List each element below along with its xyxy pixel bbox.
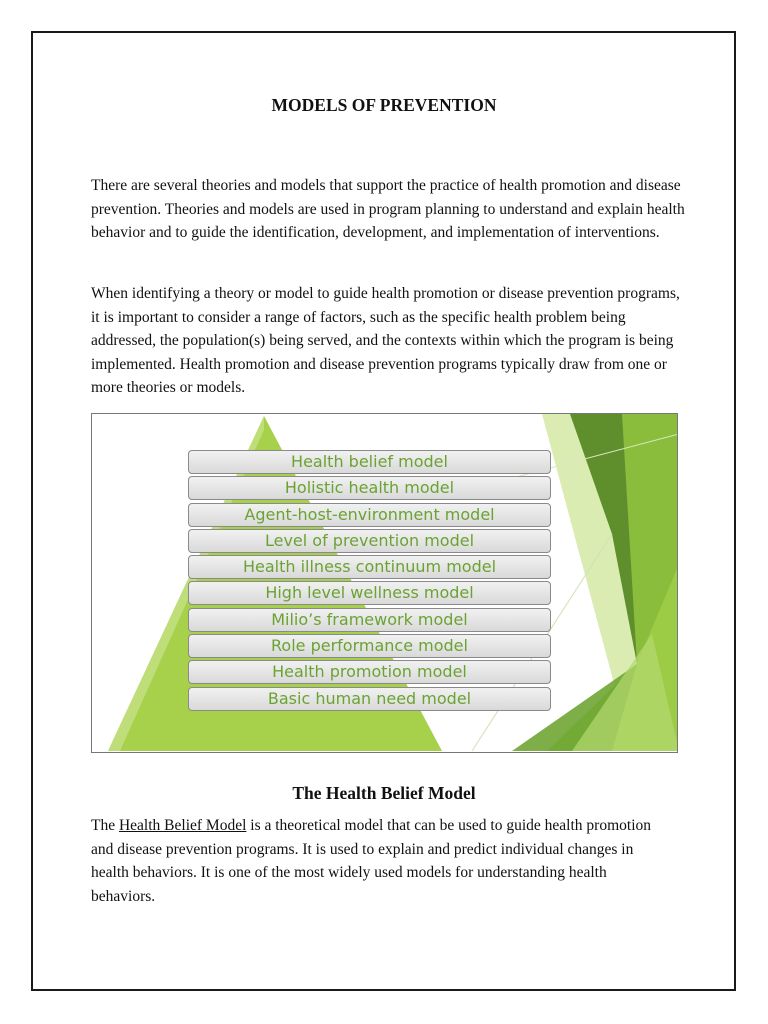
model-item: Milio’s framework model [188, 608, 551, 632]
model-item: Health belief model [188, 450, 551, 474]
models-figure [91, 413, 678, 753]
model-item: Agent-host-environment model [188, 503, 551, 527]
intro-paragraph: There are several theories and models that support the practice of health promotion and disease prevention. Theories and models are used in program planning to understand and explain health behavior and to guide the identification, development, and implementation of interventions. [91, 177, 685, 241]
model-item: Level of prevention model [188, 529, 551, 553]
model-item: Health promotion model [188, 660, 551, 684]
model-item: High level wellness model [188, 581, 551, 605]
model-item: Holistic health model [188, 476, 551, 500]
model-item: Role performance model [188, 634, 551, 658]
section-heading: The Health Belief Model [292, 783, 476, 803]
models-list [188, 450, 551, 713]
model-item: Basic human need model [188, 687, 551, 711]
factors-paragraph: When identifying a theory or model to guide health promotion or disease prevention programs, it is important to consider a range of factors, such as the specific health problem being addressed, the population(s) being served, and the contexts within which the program is being implemented. Health promotion and disease prevention programs typically draw from one or more theories or models. [91, 285, 680, 396]
page-title: MODELS OF PREVENTION [271, 95, 497, 115]
paragraph-suffix: is a theoretical model that can be used to guide health promotion and disease prevention programs. It is used to explain and predict individual changes in health behaviors. It is one of the most widely used models for understanding health behaviors. [91, 817, 651, 905]
paragraph-prefix: The [91, 817, 119, 834]
model-item: Health illness continuum model [188, 555, 551, 579]
health-belief-paragraph [91, 814, 666, 908]
health-belief-model-link[interactable]: Health Belief Model [118, 817, 247, 834]
